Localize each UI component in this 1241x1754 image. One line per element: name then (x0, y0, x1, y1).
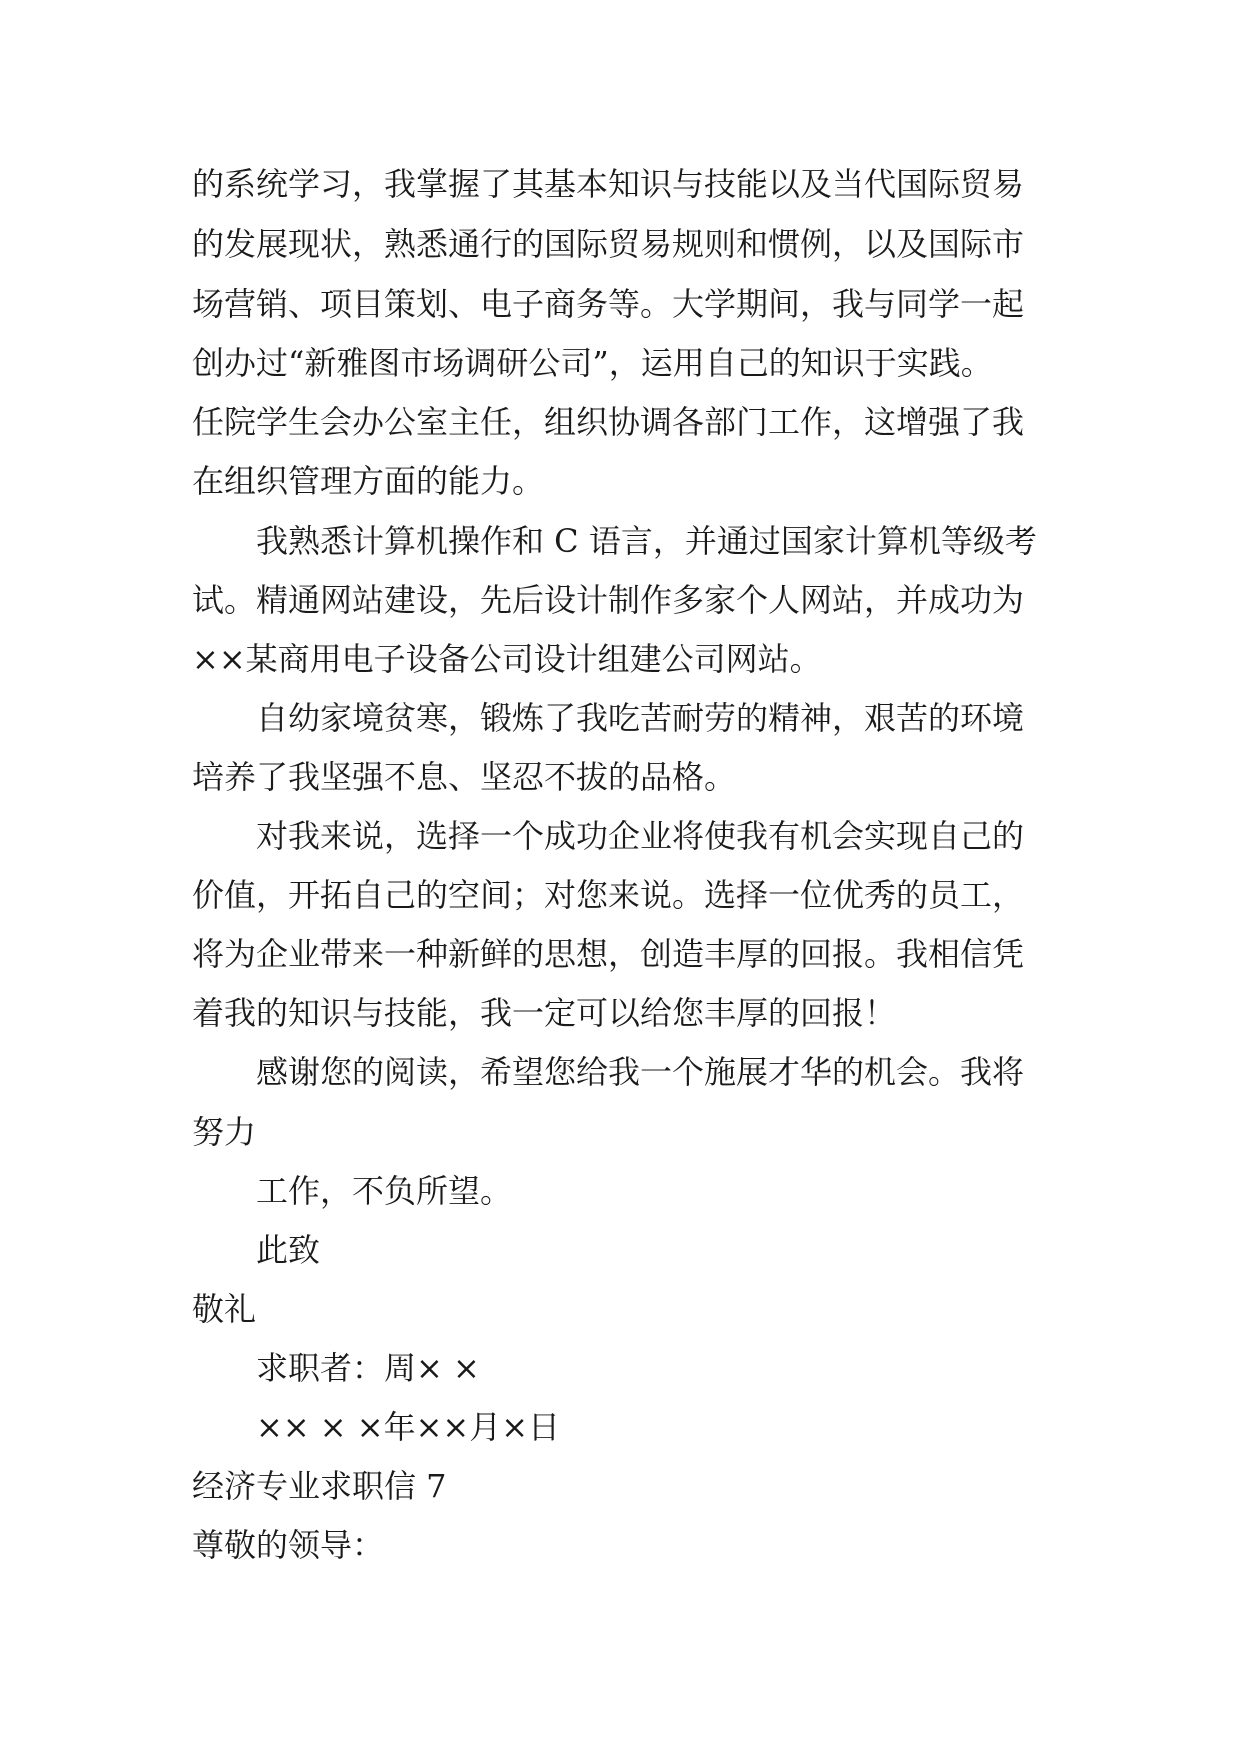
body-line: 价值，开拓自己的空间；对您来说。选择一位优秀的员工， (192, 876, 1025, 914)
paragraph-start-line: 工作，不负所望。 (256, 1172, 513, 1210)
body-line: 的系统学习，我掌握了其基本知识与技能以及当代国际贸易 (192, 165, 1025, 203)
body-line: 在组织管理方面的能力。 (192, 462, 545, 500)
paragraph-start-line: 我熟悉计算机操作和 C 语言，并通过国家计算机等级考 (256, 522, 1037, 560)
body-line: ××某商用电子设备公司设计组建公司网站。 (192, 640, 822, 678)
paragraph-start-line: 对我来说，选择一个成功企业将使我有机会实现自己的 (256, 817, 1025, 855)
body-line: 的发展现状，熟悉通行的国际贸易规则和惯例，以及国际市 (192, 225, 1025, 263)
body-line: 场营销、项目策划、电子商务等。大学期间，我与同学一起 (192, 285, 1025, 323)
closing-salutation: 此致 (256, 1231, 321, 1269)
paragraph-start-line: 感谢您的阅读，希望您给我一个施展才华的机会。我将 (256, 1053, 1025, 1091)
body-line: 着我的知识与技能，我一定可以给您丰厚的回报！ (192, 994, 897, 1032)
body-line: 创办过“新雅图市场调研公司”，运用自己的知识于实践。 (192, 344, 993, 382)
section-title: 经济专业求职信 7 (192, 1467, 447, 1505)
body-line: 将为企业带来一种新鲜的思想，创造丰厚的回报。我相信凭 (192, 935, 1025, 973)
paragraph-start-line: 自幼家境贫寒，锻炼了我吃苦耐劳的精神，艰苦的环境 (256, 699, 1025, 737)
signature-applicant: 求职者：周× × (256, 1349, 480, 1387)
body-line: 任院学生会办公室主任，组织协调各部门工作，这增强了我 (192, 403, 1025, 441)
body-line: 努力 (192, 1113, 257, 1151)
body-line: 试。精通网站建设，先后设计制作多家个人网站，并成功为 (192, 581, 1025, 619)
closing-regards: 敬礼 (192, 1290, 257, 1328)
body-line: 培养了我坚强不息、坚忍不拔的品格。 (192, 758, 737, 796)
greeting-line: 尊敬的领导： (192, 1526, 385, 1564)
signature-date: ×× × ×年××月×日 (256, 1408, 561, 1446)
